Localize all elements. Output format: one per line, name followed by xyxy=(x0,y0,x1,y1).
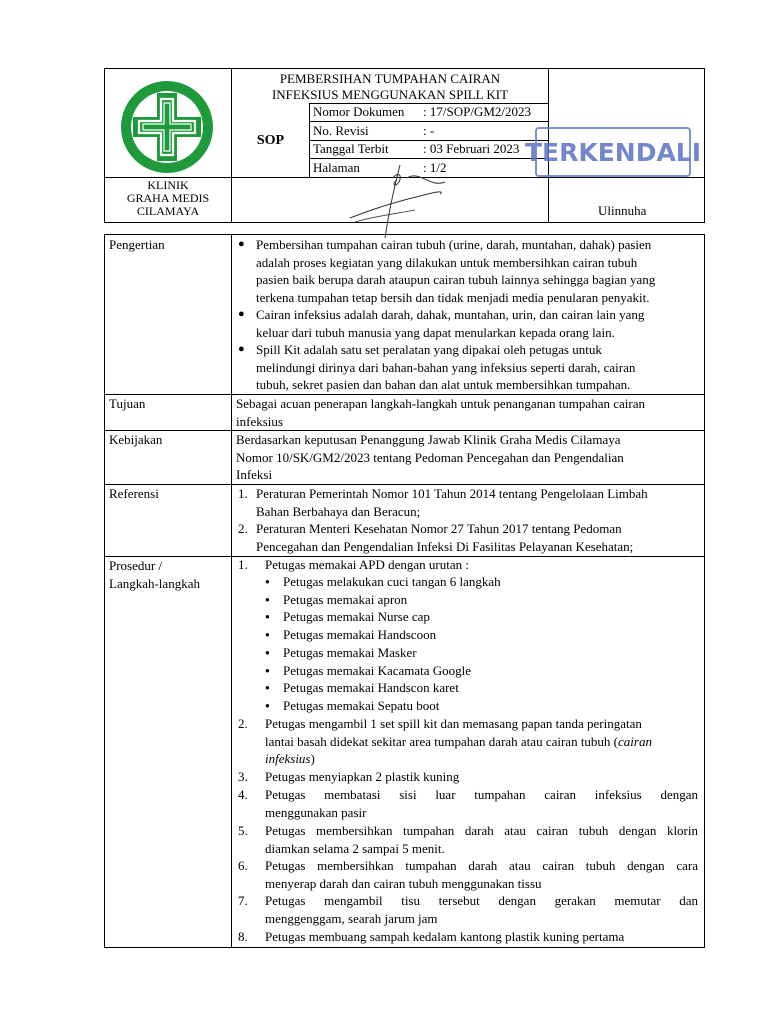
italic-span: cairan xyxy=(618,733,652,749)
text-line: Petugas membuang sampah kedalam kantong plastik kuning pertama xyxy=(265,929,625,944)
step-1-text: Petugas memakai APD dengan urutan : xyxy=(265,557,469,572)
text-line: Cairan infeksius adalah darah, dahak, muntahan, urin, dan cairan lain yang xyxy=(256,307,645,322)
meta-label-issue-date: Tanggal Terbit xyxy=(313,141,389,156)
step-5-text xyxy=(265,822,698,857)
text-line: Nomor 10/SK/GM2/2023 tentang Pedoman Pencegahan dan Pengendalian xyxy=(236,449,624,465)
meta-value-page: : 1/2 xyxy=(423,160,447,175)
text-line: Petugas menyiapkan 2 plastik kuning xyxy=(265,769,460,784)
step-3-text xyxy=(265,768,698,786)
text-line: infeksius xyxy=(236,413,283,429)
bullet-icon: ● xyxy=(238,308,245,320)
text-line: Spill Kit adalah satu set peralatan yang dipakai oleh petugas untuk xyxy=(256,342,602,357)
list-item: ● Petugas memakai Handscoon xyxy=(265,626,501,644)
section-label-kebijakan: Kebijakan xyxy=(109,432,163,447)
text-line: Peraturan Pemerintah Nomor 101 Tahun 2014 tentang Pengelolaan Limbah xyxy=(256,486,648,501)
step-7-text xyxy=(265,892,698,927)
list-item: ● Petugas memakai Handscon karet xyxy=(265,679,501,697)
text-line: pasien baik berupa darah ataupun cairan tubuh lainnya sehingga bagian yang xyxy=(256,272,656,287)
signature xyxy=(345,160,475,240)
text-line: Sebagai acuan penerapan langkah-langkah untuk penanganan tumpahan cairan xyxy=(236,396,645,411)
text-line: terkena tumpahan tetap bersih dan tidak menjadi media penularan penyakit. xyxy=(256,289,650,305)
text-line: menyerap darah dan cairan tubuh menggunakan tissu xyxy=(265,875,542,891)
clinic-name-line2: GRAHA MEDIS xyxy=(126,191,210,205)
text-line: Petugas membatasi sisi luar tumpahan cairan infeksius dengan xyxy=(265,787,698,802)
label-line: Prosedur / xyxy=(109,558,163,573)
step-6-text xyxy=(265,857,698,892)
step-2-text xyxy=(265,715,698,768)
step-number: 2. xyxy=(238,716,248,731)
referensi-number: 2. xyxy=(238,521,248,536)
clinic-name-line1: KLINIK xyxy=(147,178,189,192)
apd-list xyxy=(265,573,501,715)
text-line: tubuh, sekret pasien dan bahan dan alat untuk membersihkan tumpahan. xyxy=(256,377,631,392)
text-span: ) xyxy=(310,751,315,766)
text-line: Petugas mengambil 1 set spill kit dan memasang papan tanda peringatan xyxy=(265,716,642,731)
controlled-stamp: TERKENDALI xyxy=(535,127,691,177)
text-line: Pembersihan tumpahan cairan tubuh (urine, darah, muntahan, dahak) pasien xyxy=(256,237,652,252)
pengertian-item-1 xyxy=(256,236,698,306)
step-number: 1. xyxy=(238,557,248,572)
bullet-icon: ● xyxy=(238,238,245,250)
title-line2: INFEKSIUS MENGGUNAKAN SPILL KIT xyxy=(271,87,509,102)
pengertian-item-3 xyxy=(256,341,698,394)
text-line: Berdasarkan keputusan Penanggung Jawab Klinik Graha Medis Cilamaya xyxy=(236,432,621,447)
section-label-prosedur xyxy=(109,557,200,592)
kebijakan-text xyxy=(236,431,698,484)
text-span: lantai basah didekat sekitar area tumpahan darah atau cairan tubuh ( xyxy=(265,733,619,749)
meta-value-doc-number: : 17/SOP/GM2/2023 xyxy=(423,104,531,119)
meta-label-doc-number: Nomor Dokumen xyxy=(313,104,405,119)
text-line: Infeksi xyxy=(236,467,273,482)
clinic-name-line3: CILAMAYA xyxy=(136,204,200,218)
section-label-tujuan: Tujuan xyxy=(109,396,146,411)
text-line: menggenggam, searah jarum jam xyxy=(265,910,438,926)
document-title xyxy=(232,71,548,103)
referensi-item-1 xyxy=(256,485,698,520)
text-line: menggunakan pasir xyxy=(265,804,367,820)
section-label-pengertian: Pengertian xyxy=(109,237,165,252)
label-line: Langkah-langkah xyxy=(109,575,200,591)
sop-label: SOP xyxy=(256,133,285,148)
text-line: Petugas mengambil tisu tersebut dengan gerakan memutar dan xyxy=(265,893,698,908)
referensi-number: 1. xyxy=(238,486,248,501)
text-line: Bahan Berbahaya dan Beracun; xyxy=(256,503,421,519)
meta-label-page: Halaman xyxy=(313,160,360,175)
list-item: ● Petugas memakai apron xyxy=(265,591,501,609)
text-line: adalah proses kegiatan yang dilakukan untuk membersihkan cairan tubuh xyxy=(256,254,638,270)
referensi-item-2 xyxy=(256,520,698,555)
italic-span: infeksius xyxy=(265,751,311,766)
step-number: 4. xyxy=(238,787,248,802)
clinic-logo xyxy=(119,79,215,175)
step-number: 8. xyxy=(238,929,248,944)
text-line: diamkan selama 2 sampai 5 menit. xyxy=(265,840,445,856)
title-line1: PEMBERSIHAN TUMPAHAN CAIRAN xyxy=(279,71,501,86)
pengertian-item-2 xyxy=(256,306,698,341)
step-number: 6. xyxy=(238,858,248,873)
list-item: ● Petugas memakai Masker xyxy=(265,644,501,662)
text-line: Petugas membersihkan tumpahan darah atau cairan tubuh dengan klorin xyxy=(265,823,698,838)
text-line: keluar dari tubuh manusia yang dapat menularkan kepada orang lain. xyxy=(256,324,615,340)
meta-label-revision: No. Revisi xyxy=(313,123,369,138)
meta-value-issue-date: : 03 Februari 2023 xyxy=(423,141,520,156)
step-8-text xyxy=(265,928,698,946)
list-item: ● Petugas memakai Sepatu boot xyxy=(265,697,501,715)
list-item: ● Petugas melakukan cuci tangan 6 langkah xyxy=(265,573,501,591)
bullet-icon: ● xyxy=(238,343,245,355)
text-line: Petugas membersihkan tumpahan darah atau cairan tubuh dengan cara xyxy=(265,858,698,873)
list-item: ● Petugas memakai Kacamata Google xyxy=(265,662,501,680)
step-4-text xyxy=(265,786,698,821)
text-line: Peraturan Menteri Kesehatan Nomor 27 Tahun 2017 tentang Pedoman xyxy=(256,521,622,536)
section-label-referensi: Referensi xyxy=(109,486,159,501)
meta-value-revision: : - xyxy=(423,123,435,138)
clinic-name xyxy=(105,179,231,218)
signer-name: Ulinnuha xyxy=(598,203,647,218)
step-number: 5. xyxy=(238,823,248,838)
tujuan-text xyxy=(236,395,698,430)
step-number: 7. xyxy=(238,893,248,908)
text-line: melindungi dirinya dari bahan-bahan yang infeksius seperti darah, cairan xyxy=(256,359,636,375)
step-number: 3. xyxy=(238,769,248,784)
list-item: ● Petugas memakai Nurse cap xyxy=(265,608,501,626)
text-line: Pencegahan dan Pengendalian Infeksi Di Fasilitas Pelayanan Kesehatan; xyxy=(256,538,634,554)
text-line xyxy=(265,750,698,768)
text-line xyxy=(265,733,698,751)
